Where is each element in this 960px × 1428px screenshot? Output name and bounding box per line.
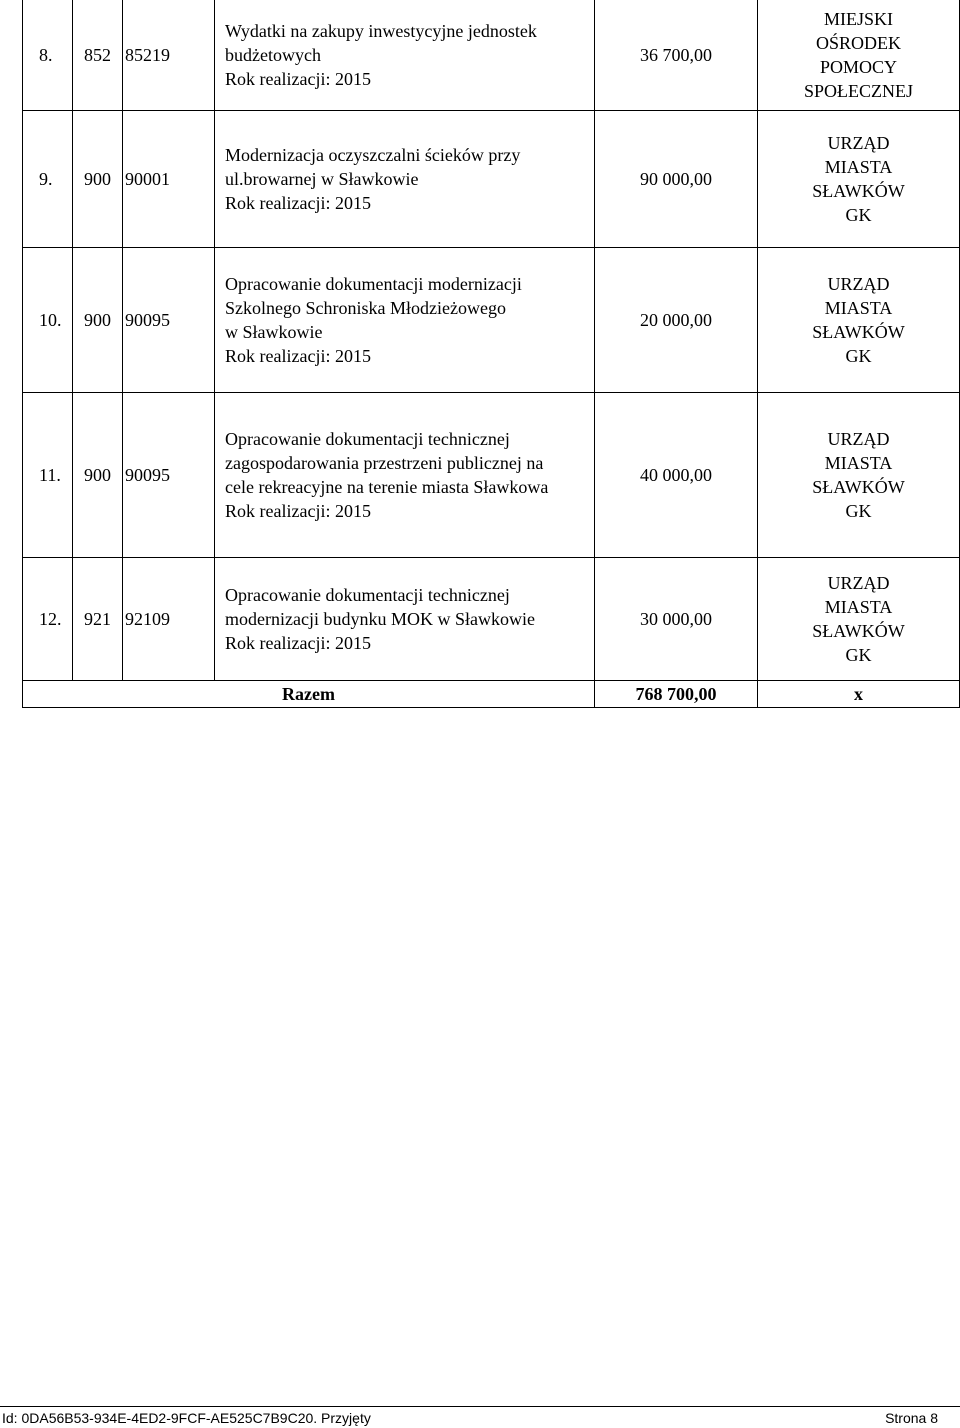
description-line: Rok realizacji: 2015 [225,633,371,653]
task-description [215,248,595,393]
description-line: Rok realizacji: 2015 [225,193,371,213]
rozdzial-code: 90095 [123,393,215,558]
row-number: 10. [23,248,73,393]
rozdzial-code: 90001 [123,111,215,248]
total-label: Razem [23,681,595,708]
unit-line: GK [845,346,872,366]
description-line: Rok realizacji: 2015 [225,346,371,366]
description-line: modernizacji budynku MOK w Sławkowie [225,609,535,629]
responsible-unit [758,393,960,558]
description-line: cele rekreacyjne na terenie miasta Sławkowa [225,477,549,497]
task-description [215,393,595,558]
rozdzial-code: 90095 [123,248,215,393]
description-line: Modernizacja oczyszczalni ścieków przy [225,145,521,165]
document-id: Id: 0DA56B53-934E-4ED2-9FCF-AE525C7B9C20. Przyjęty [2,1410,371,1426]
unit-line: URZĄD [827,573,890,593]
unit-line: MIASTA [824,157,893,177]
dzial-code: 900 [73,111,123,248]
table-row [23,0,960,111]
task-description [215,558,595,681]
table-row [23,393,960,558]
amount: 30 000,00 [595,558,758,681]
unit-line: URZĄD [827,274,890,294]
unit-line: URZĄD [827,133,890,153]
row-number: 8. [23,0,73,111]
description-line: Wydatki na zakupy inwestycyjne jednostek [225,21,537,41]
row-number: 11. [23,393,73,558]
responsible-unit [758,248,960,393]
unit-line: GK [845,645,872,665]
unit-line: GK [845,501,872,521]
amount: 20 000,00 [595,248,758,393]
description-line: ul.browarnej w Sławkowie [225,169,419,189]
description-line: Opracowanie dokumentacji modernizacji [225,274,522,294]
investment-table [22,0,960,708]
table-row [23,558,960,681]
description-line: Opracowanie dokumentacji technicznej [225,585,510,605]
unit-line: MIASTA [824,298,893,318]
unit-line: OŚRODEK [815,33,901,53]
task-description [215,0,595,111]
amount: 40 000,00 [595,393,758,558]
rozdzial-code: 92109 [123,558,215,681]
unit-line: SŁAWKÓW [812,621,905,641]
total-unit: x [758,681,960,708]
description-line: budżetowych [225,45,321,65]
unit-line: SPOŁECZNEJ [803,81,913,101]
dzial-code: 900 [73,248,123,393]
unit-line: URZĄD [827,429,890,449]
description-line: Rok realizacji: 2015 [225,69,371,89]
description-line: Opracowanie dokumentacji technicznej [225,429,510,449]
amount: 36 700,00 [595,0,758,111]
dzial-code: 921 [73,558,123,681]
responsible-unit [758,111,960,248]
dzial-code: 852 [73,0,123,111]
description-line: Szkolnego Schroniska Młodzieżowego [225,298,506,318]
responsible-unit [758,0,960,111]
rozdzial-code: 85219 [123,0,215,111]
amount: 90 000,00 [595,111,758,248]
table-row [23,248,960,393]
total-row [23,681,960,708]
responsible-unit [758,558,960,681]
unit-line: MIASTA [824,597,893,617]
total-amount: 768 700,00 [595,681,758,708]
unit-line: POMOCY [819,57,898,77]
unit-line: MIASTA [824,453,893,473]
description-line: w Sławkowie [225,322,323,342]
unit-line: SŁAWKÓW [812,477,905,497]
unit-line: SŁAWKÓW [812,181,905,201]
page-number: Strona 8 [885,1410,938,1426]
unit-line: SŁAWKÓW [812,322,905,342]
description-line: Rok realizacji: 2015 [225,501,371,521]
task-description [215,111,595,248]
dzial-code: 900 [73,393,123,558]
unit-line: MIEJSKI [823,9,893,29]
row-number: 12. [23,558,73,681]
table-row [23,111,960,248]
page-footer [0,1406,960,1427]
unit-line: GK [845,205,872,225]
description-line: zagospodarowania przestrzeni publicznej na [225,453,544,473]
row-number: 9. [23,111,73,248]
